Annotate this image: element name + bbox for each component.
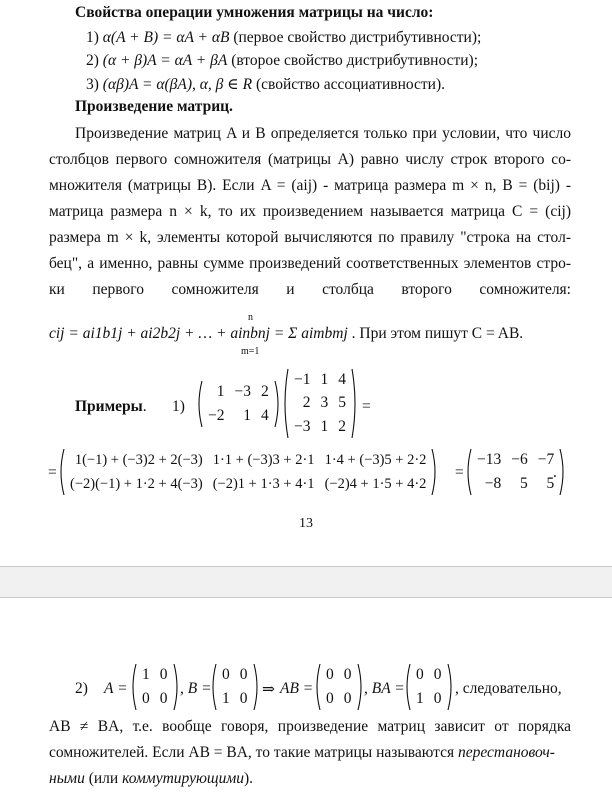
matrix-grid	[65, 448, 431, 496]
paragraph-line: бец", а именно, равны сумме произведений соответственных элементов стро-	[49, 255, 571, 272]
text-run: сомножителей. Если AB = BA, то такие матрицы называются	[49, 744, 458, 761]
matrix-cell: 1	[142, 666, 150, 683]
property-item-1	[86, 29, 481, 47]
matrix-cell: (−2)(−1) + 1·2 + 4(−3)	[70, 475, 203, 492]
matrix-grid	[203, 380, 274, 428]
matrix-grid	[472, 448, 559, 496]
property-item-2	[86, 52, 478, 70]
paragraph-line	[49, 744, 555, 762]
matrix-cell: 2	[302, 394, 311, 412]
matrix-cell: 1	[320, 418, 329, 436]
expanded-matrix	[58, 448, 438, 496]
matrix-cell: 0	[142, 690, 150, 707]
right-paren	[447, 663, 454, 711]
paragraph-line: Произведение матриц A и B определяется только при условии, что число	[75, 125, 571, 142]
examples-label	[75, 398, 147, 416]
matrix-cell: 1(−1) + (−3)2 + 2(−3)	[74, 451, 203, 468]
matrix-cell: 5	[520, 475, 528, 492]
equals-sign: =	[48, 464, 57, 481]
matrix-cell: −8	[484, 475, 502, 492]
property-formula: (αβ)A = α(βA), α, β ∈ R	[102, 76, 253, 93]
matrix-ab	[314, 663, 364, 711]
matrix-cell: 1·4 + (−3)5 + 2·2	[324, 451, 427, 468]
matrix-cell: 0	[326, 690, 334, 707]
example-number: 2)	[75, 680, 88, 697]
matrix-cell: −3	[234, 383, 251, 400]
implies-sign: ⇒	[262, 681, 275, 698]
paragraph-line: множителя (матрицы B). Если A = (aij) - матрица размера m × n, B = (bij) -	[49, 177, 571, 194]
section-heading: Произведение матриц.	[75, 98, 233, 115]
left-paren	[404, 663, 411, 711]
matrix-grid	[289, 368, 351, 439]
label-a: A =	[104, 680, 128, 697]
matrix-cell: 1	[216, 383, 225, 400]
matrix-cell: 2	[261, 383, 269, 400]
right-paren	[274, 380, 281, 428]
left-paren	[130, 663, 137, 711]
matrix-cell: 1	[243, 407, 251, 424]
page-14	[0, 598, 612, 794]
left-paren	[314, 663, 321, 711]
equals-sign: =	[455, 464, 464, 481]
item-number: 3)	[86, 76, 99, 93]
matrix-a	[196, 380, 281, 428]
matrix-cell: 0	[343, 666, 352, 683]
right-paren	[431, 448, 438, 496]
formula-tail: . При этом пишут C = AB.	[351, 325, 524, 342]
matrix-cell: 0	[433, 690, 442, 707]
matrix-grid	[411, 663, 447, 711]
left-paren	[465, 448, 472, 496]
page-number: 13	[299, 516, 313, 531]
matrix-cell: 0	[239, 666, 248, 683]
matrix-b2	[210, 663, 260, 711]
formula-text: cij = ai1b1j + ai2b2j + … + ainbnj = Σ aimbmj	[49, 325, 348, 342]
matrix-cell: −6	[511, 451, 528, 468]
italic-term: перестановоч-	[458, 744, 555, 761]
matrix-cell: 1	[222, 690, 230, 707]
matrix-cell: −13	[477, 451, 502, 468]
matrix-cell: 5	[546, 475, 555, 492]
text-run: (или	[84, 770, 123, 787]
matrix-cell: 0	[343, 690, 352, 707]
property-formula: α(A + B) = αA + αB	[102, 29, 230, 46]
matrix-cell: 0	[239, 690, 248, 707]
examples-label-text: Примеры	[75, 398, 143, 415]
label-ab: AB =	[280, 680, 314, 697]
matrix-cell: 0	[222, 666, 230, 683]
result-matrix	[465, 448, 566, 496]
example-number: 1)	[172, 398, 185, 415]
examples-label-dot: .	[142, 398, 147, 415]
right-paren	[253, 663, 260, 711]
matrix-cell: 1·1 + (−3)3 + 2·1	[212, 451, 315, 468]
right-paren	[351, 368, 358, 439]
left-paren	[282, 368, 289, 439]
matrix-cell: (−2)1 + 1·3 + 4·1	[212, 475, 315, 492]
property-item-3	[86, 75, 445, 94]
matrix-cell: 2	[338, 418, 346, 436]
text-run: ).	[243, 770, 254, 787]
item-number: 2)	[86, 52, 99, 69]
property-formula: (α + β)A = αA + βA	[102, 52, 228, 69]
matrix-cell: 4	[261, 407, 269, 424]
properties-header: Свойства операции умножения матрицы на число:	[75, 4, 434, 21]
matrix-cell: (−2)4 + 1·5 + 4·2	[324, 475, 427, 492]
left-paren	[210, 663, 217, 711]
item-number: 1)	[86, 29, 99, 46]
paragraph-line	[49, 770, 253, 788]
sum-upper-limit: n	[248, 312, 253, 323]
product-formula	[49, 325, 523, 343]
matrix-cell: 1	[416, 690, 424, 707]
paragraph-line: размера m × k, элементы которой вычисляются по правилу "строка на стол-	[49, 229, 571, 246]
equals-sign: =	[362, 398, 371, 415]
paragraph-line: матрица размера n × k, то их произведением называется матрица C = (cij)	[49, 203, 571, 220]
sum-lower-limit: m=1	[241, 346, 260, 357]
italic-term: коммутирующими	[122, 770, 244, 787]
right-paren	[357, 663, 364, 711]
label-b: , B =	[180, 680, 212, 697]
italic-term: ными	[49, 770, 85, 787]
page-gap	[0, 566, 612, 598]
left-paren	[196, 380, 203, 428]
property-note: (свойство ассоциативности).	[255, 76, 446, 93]
property-note: (первое свойство дистрибутивности);	[233, 29, 482, 46]
matrix-grid	[137, 663, 173, 711]
matrix-cell: 0	[159, 666, 168, 683]
matrix-a2	[130, 663, 180, 711]
matrix-grid	[217, 663, 253, 711]
matrix-cell: −3	[294, 418, 311, 436]
matrix-cell: 0	[433, 666, 442, 683]
matrix-cell: 0	[416, 666, 424, 683]
matrix-cell: 4	[338, 370, 346, 388]
paragraph-line: ки первого сомножителя и столбца второго сомножителя:	[49, 281, 571, 298]
matrix-cell: 1	[320, 370, 329, 388]
paragraph-line: столбцов первого сомножителя (матрицы A) равно числу строк второго со-	[49, 151, 571, 168]
period: .	[553, 464, 557, 481]
right-paren	[173, 663, 180, 711]
matrix-cell: 0	[326, 666, 334, 683]
label-ba: , BA =	[364, 680, 405, 697]
matrix-grid	[321, 663, 357, 711]
matrix-cell: 5	[338, 394, 346, 412]
matrix-cell: 0	[159, 690, 168, 707]
property-note: (второе свойство дистрибутивности);	[231, 52, 479, 69]
matrix-cell: −2	[208, 407, 225, 424]
matrix-cell: −1	[294, 370, 311, 388]
right-paren	[559, 448, 566, 496]
paragraph-line: AB ≠ BA, т.е. вообще говоря, произведение матриц зависит от порядка	[49, 718, 571, 735]
matrix-ba	[404, 663, 454, 711]
matrix-cell: −7	[537, 451, 555, 468]
matrix-b	[282, 368, 358, 439]
example-tail: , следовательно,	[455, 680, 562, 697]
matrix-cell: 3	[320, 394, 329, 412]
left-paren	[58, 448, 65, 496]
